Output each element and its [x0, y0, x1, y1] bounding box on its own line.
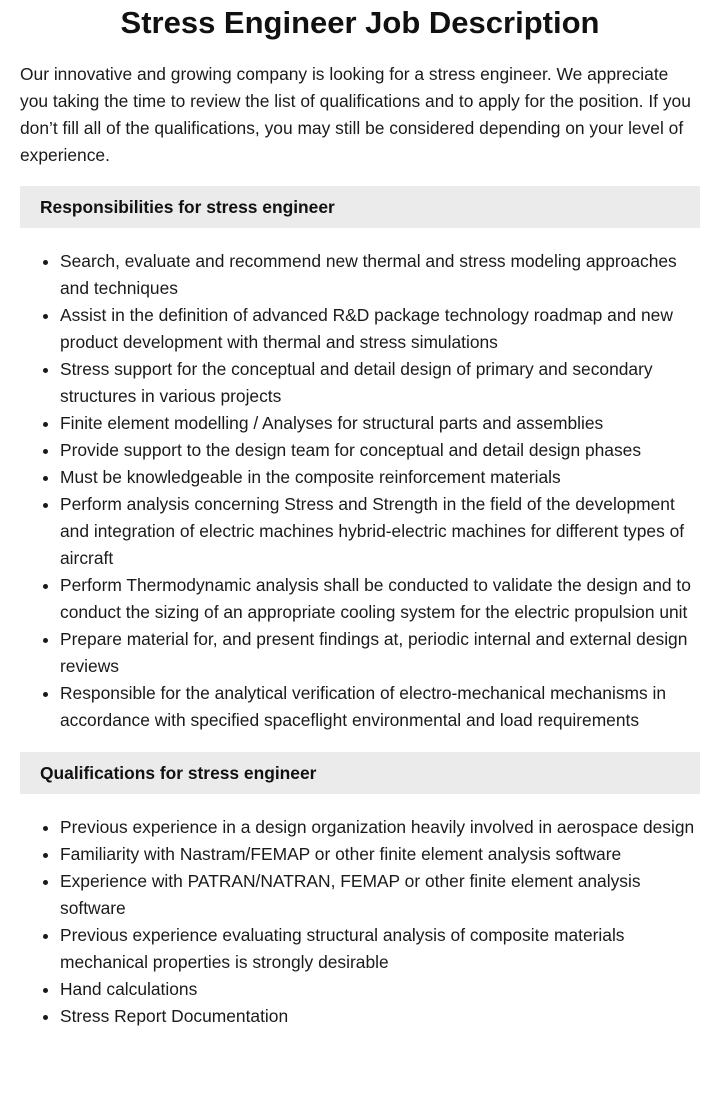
list-item: • Prepare material for, and present findings at, periodic internal and external design reviews: [60, 626, 700, 680]
list-item: • Search, evaluate and recommend new thermal and stress modeling approaches and techniques: [60, 248, 700, 302]
list-item: • Experience with PATRAN/NATRAN, FEMAP or other finite element analysis software: [60, 868, 700, 922]
list-item: • Assist in the definition of advanced R&D package technology roadmap and new product development with thermal and stress simulations: [60, 302, 700, 356]
list-item: • Must be knowledgeable in the composite reinforcement materials: [60, 464, 700, 491]
qualifications-list: [20, 814, 700, 1030]
list-item: • Responsible for the analytical verification of electro-mechanical mechanisms in accordance with specified spaceflight environmental and load requirements: [60, 680, 700, 734]
list-item: • Provide support to the design team for conceptual and detail design phases: [60, 437, 700, 464]
list-item: • Stress Report Documentation: [60, 1003, 700, 1030]
list-item: • Previous experience evaluating structural analysis of composite materials mechanical properties is strongly desirable: [60, 922, 700, 976]
list-item: • Finite element modelling / Analyses for structural parts and assemblies: [60, 410, 700, 437]
list-item: • Familiarity with Nastram/FEMAP or other finite element analysis software: [60, 841, 700, 868]
responsibilities-list: [20, 248, 700, 734]
list-item: • Hand calculations: [60, 976, 700, 1003]
list-item: • Previous experience in a design organization heavily involved in aerospace design: [60, 814, 700, 841]
responsibilities-heading: Responsibilities for stress engineer: [20, 186, 700, 228]
list-item: • Perform Thermodynamic analysis shall be conducted to validate the design and to conduct the sizing of an appropriate cooling system for the electric propulsion unit: [60, 572, 700, 626]
qualifications-heading: Qualifications for stress engineer: [20, 752, 700, 794]
intro-paragraph: Our innovative and growing company is looking for a stress engineer. We appreciate you taking the time to review the list of qualifications and to apply for the position. If you don’t fill all of the qualifications, you may still be considered depending on your level of experience.: [20, 64, 691, 165]
list-item: • Stress support for the conceptual and detail design of primary and secondary structures in various projects: [60, 356, 700, 410]
list-item: • Perform analysis concerning Stress and Strength in the field of the development and integration of electric machines hybrid-electric machines for different types of aircraft: [60, 491, 700, 572]
page-title: Stress Engineer Job Description: [120, 5, 600, 40]
